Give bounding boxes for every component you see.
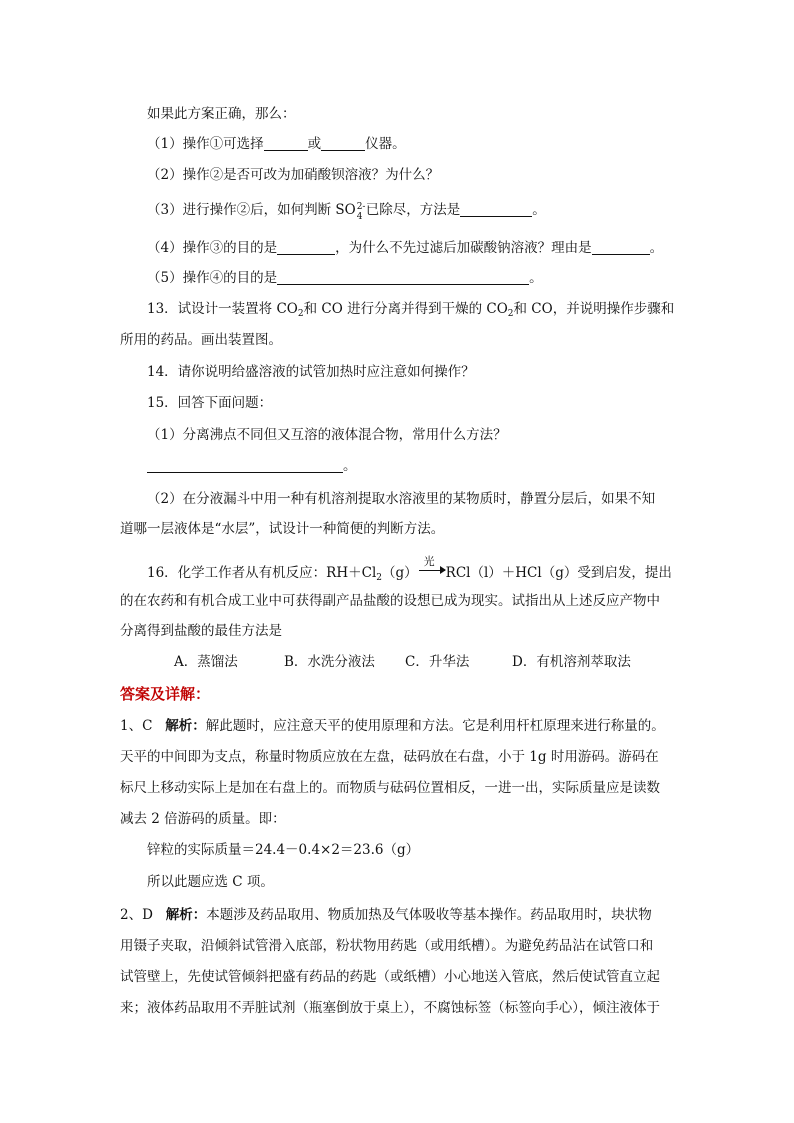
answer-blank	[277, 269, 529, 285]
option-b: B．水洗分液法	[284, 654, 375, 670]
q13-line2: 所用的药品。画出装置图。	[120, 332, 282, 348]
q12-part1: （1）操作①可选择 或 仪器。	[147, 136, 406, 152]
answer-blank	[147, 457, 343, 473]
q15-heading: 15．回答下面问题：	[147, 395, 273, 411]
q15-part2-line2: 道哪一层液体是“水层”，试设计一种简便的判断方法。	[120, 521, 445, 537]
answer-blank	[592, 239, 650, 255]
answer-1-formula: 锌粒的实际质量＝24.4－0.4×2＝23.6（g）	[147, 842, 420, 858]
q16-line2: 的在农药和有机合成工业中可获得副产品盐酸的设想已成为现实。试指出从上述反应产物中	[120, 593, 660, 609]
answer-blank	[460, 201, 532, 217]
answer-1-conclusion: 所以此题应选 C 项。	[147, 874, 274, 890]
answer-1-line3: 标尺上移动实际上是加在右盘上的。而物质与砝码位置相反，一进一出，实际质量应是读数	[120, 780, 660, 796]
q13-line1: 13．试设计一装置将 $CO_2$和 CO 进行分离并得到干燥的 $CO_2$和 CO，并说明操作步骤和	[147, 301, 675, 319]
answer-1-line4: 减去 2 倍游码的质量。即：	[120, 811, 286, 827]
answer-blank	[277, 239, 335, 255]
q12-part2: （2）操作②是否可改为加硝酸钡溶液？为什么？	[147, 167, 440, 183]
q15-part1: （1）分离沸点不同但又互溶的液体混合物，常用什么方法？	[147, 427, 507, 443]
answers-heading: 答案及详解：	[120, 685, 211, 703]
q12-part3: （3）进行操作②后，如何判断 SO 2- 4 已除尽，方法是 。	[147, 202, 546, 222]
answer-2-line1: 2、D 解析：本题涉及药品取用、物质加热及气体吸收等基本操作。药品取用时，块状物	[120, 907, 652, 923]
answer-2-line3: 试管壁上，先使试管倾斜把盛有药品的药匙（或纸槽）小心地送入管底，然后使试管直立起	[120, 969, 660, 985]
q12-part5: （5）操作④的目的是 。	[147, 270, 543, 286]
q15-part2-line1: （2）在分液漏斗中用一种有机溶剂提取水溶液里的某物质时，静置分层后，如果不知	[147, 491, 656, 507]
answer-2-line4: 来；液体药品取用不弄脏试剂（瓶塞倒放于桌上），不腐蚀标签（标签向手心），倾注液体于	[120, 1000, 660, 1016]
answer-blank	[264, 135, 308, 151]
intro-line: 如果此方案正确，那么：	[147, 106, 296, 122]
q16-line3: 分离得到盐酸的最佳方法是	[120, 623, 282, 639]
answer-blank	[321, 135, 365, 151]
option-d: D．有机溶剂萃取法	[512, 654, 631, 670]
answer-2-line2: 用镊子夹取，沿倾斜试管滑入底部，粉状物用药匙（或用纸槽）。为避免药品沾在试管口和	[120, 938, 654, 954]
q15-part1-answer: 。	[147, 456, 357, 476]
reaction-arrow-icon: 光	[418, 559, 446, 579]
q12-part4: （4）操作③的目的是 ，为什么不先过滤后加碳酸钠溶液？理由是 。	[147, 240, 664, 256]
option-c: C．升华法	[405, 654, 470, 670]
answer-1-line2: 天平的中间即为支点，称量时物质应放在左盘，砝码放在右盘，小于 1g 时用游码。游码在	[120, 749, 659, 765]
q16-line1: 16．化学工作者从有机反应：$RH+Cl_2(g)$ 光 RCl（l）＋HCl（g）受到启发，提出	[147, 555, 672, 583]
sulfate-ion-notation: 2- 4	[356, 202, 366, 222]
answer-1-line1: 1、C 解析：解此题时，应注意天平的使用原理和方法。它是利用杆杠原理来进行称量的。	[120, 718, 665, 734]
option-a: A．蒸馏法	[174, 654, 238, 670]
q14-line: 14．请你说明给盛溶液的试管加热时应注意如何操作？	[147, 364, 475, 380]
